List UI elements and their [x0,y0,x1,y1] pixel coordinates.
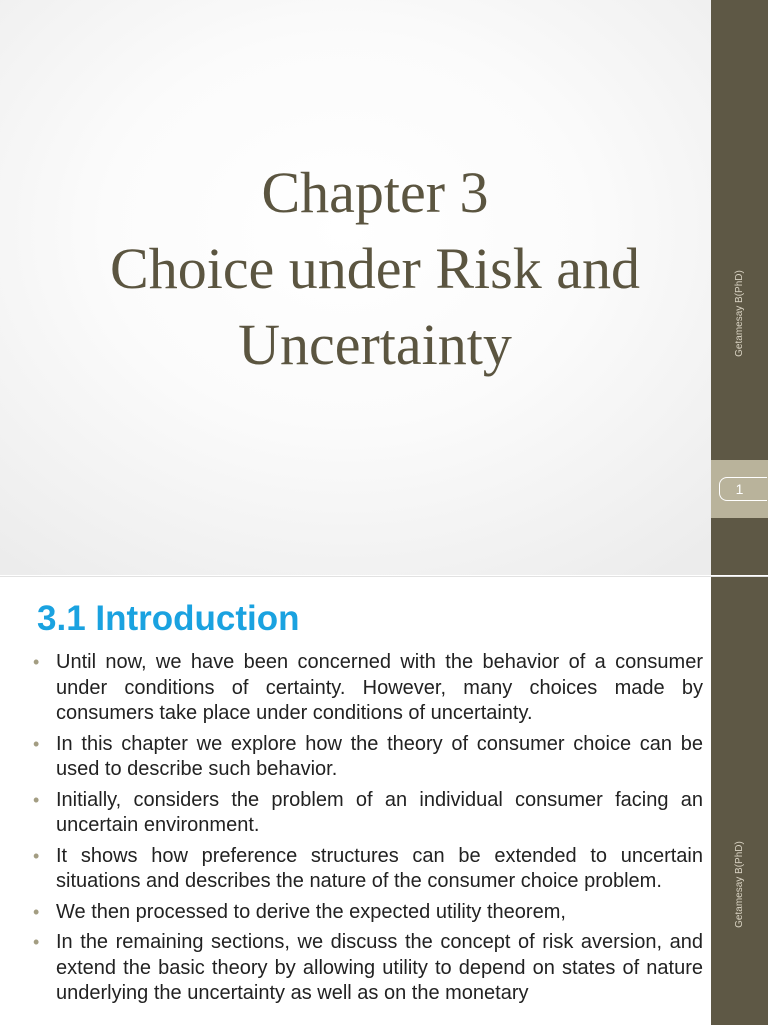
title-line-3: Uncertainty [238,312,512,377]
list-item [30,788,703,839]
list-item [30,732,703,783]
bullet-text: It shows how preference structures can be extended to uncertain situations and describes the nature of the consumer choice problem. [56,844,703,892]
content-slide [0,576,768,1025]
bullet-list [30,650,703,1012]
author-label [711,799,768,969]
list-item [30,650,703,727]
author-label-text: Getamesay B(PhD) [734,269,746,357]
bullet-text: In this chapter we explore how the theory of consumer choice can be used to describe such behavior. [56,732,703,780]
bullet-icon: • [33,932,40,952]
bullet-icon: • [33,789,40,810]
bullet-text: In the remaining sections, we discuss the concept of risk aversion, and extend the basic theory by allowing utility to depend on states of nature underlying the uncertainty as well as on the monetary [56,931,703,1004]
list-item [30,900,703,926]
list-item [30,930,703,1007]
author-label-text: Getamesay B(PhD) [734,840,746,928]
author-label [711,228,768,398]
bullet-icon: • [33,901,40,922]
section-heading: 3.1 Introduction [37,599,300,638]
bullet-text: Until now, we have been concerned with the behavior of a consumer under conditions of certainty. However, many choices made by consumers take place under conditions of uncertainty. [56,651,703,724]
title-line-1: Chapter 3 [261,160,489,225]
bullet-icon: • [33,845,40,866]
list-item [30,844,703,895]
page-number: 1 [719,477,767,501]
bullet-icon: • [33,733,40,754]
slide-sidebar [711,0,768,575]
slide-title [40,155,710,383]
bullet-text: We then processed to derive the expected utility theorem, [56,900,566,923]
title-line-2: Choice under Risk and [110,236,640,301]
slide-sidebar [711,577,768,1025]
page-number-badge [711,460,768,518]
bullet-icon: • [33,652,40,672]
bullet-text: Initially, considers the problem of an individual consumer facing an uncertain environment. [56,788,703,836]
